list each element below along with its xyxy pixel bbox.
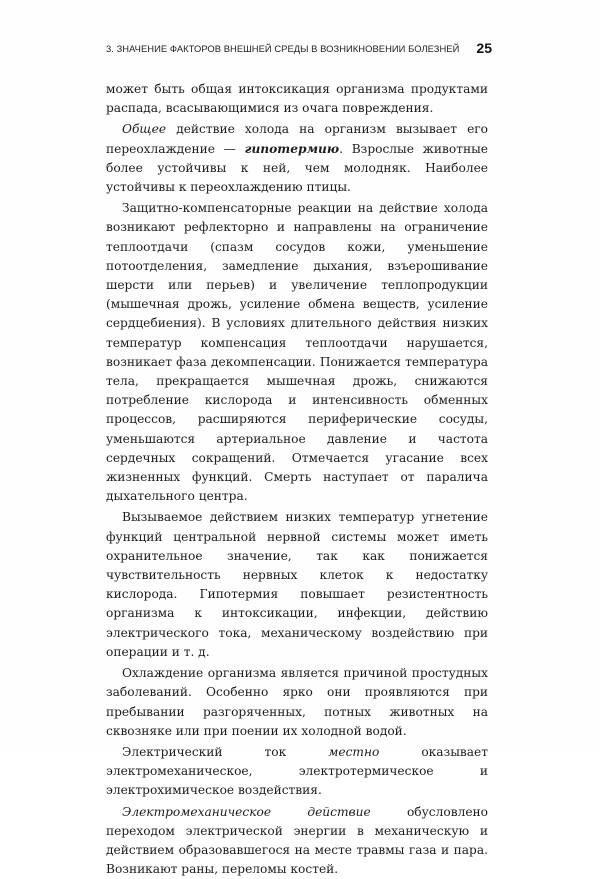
term-hypothermia: гипотермию — [244, 141, 340, 156]
paragraph-hypothermia — [106, 120, 488, 197]
paragraph-cns-depression: Вызываемое действием низких температур угнетение функций центральной нервной системы может иметь охранительное значение, так как понижается чувствительность нервных клеток к недостатку кислорода. Гипотермия повышает резистентность организма к интоксикации, инфекции, действию электрического тока, механическому воздействию при операции и т. д. — [106, 510, 488, 659]
paragraph-text: . Взрослые животные более устойчивы к ней, чем молодняк. Наиболее устойчивы к переохлаждению птицы. — [106, 141, 488, 195]
paragraph-electric-current — [106, 743, 488, 801]
italic-lead-term: Электромеханическое действие — [122, 804, 371, 819]
paragraph-intoxication: может быть общая интоксикация организма продуктами распада, всасывающимися из очага повреждения. — [106, 82, 488, 116]
paragraph-electromechanical — [106, 803, 488, 879]
paragraph-text: обусловлено переходом электрической энергии в механическую и действием образовавшегося на месте травмы газа и пара. Возникают раны, переломы костей. — [106, 804, 488, 877]
body-text — [106, 80, 488, 879]
paragraph-colds: Охлаждение организма является причиной простудных заболеваний. Особенно ярко они проявляются при пребывании разгоряченных, потных животных на сквозняке или при поении их холодной водой. — [106, 666, 488, 738]
paragraph-text: действие холода на организм вызывает его переохлаждение — — [106, 122, 488, 156]
italic-word-locally: местно — [328, 744, 380, 759]
paragraph-text: Электрический ток — [122, 744, 329, 759]
running-head — [106, 40, 492, 60]
page-number: 25 — [476, 40, 492, 56]
paragraph-compensatory-reactions: Защитно-компенсаторные реакции на действие холода возникают рефлекторно и направлены на ограничение теплоотдачи (спазм сосудов кожи, уменьшение потоотделения, замедление дыхания, взъерошивание шерсти или перьев) и увеличение теплопродукции (мышечная дрожь, усиление обмена веществ, усиление сердцебиения). В условиях длительного действия низких температур компенсация теплоотдачи нарушается, возникает фаза декомпенсации. Понижается температура тела, прекращается мышечная дрожь, снижаются потребление кислорода и интенсивность обменных процессов, расширяются периферические сосуды, уменьшаются артериальное давление и частота сердечных сокращений. Отмечается угасание всех жизненных функций. Смерть наступает от паралича дыхательного центра. — [106, 201, 488, 504]
italic-lead-word: Общее — [122, 122, 167, 137]
paragraph-text: оказывает электромеханическое, электротермическое и электрохимическое воздействия. — [106, 744, 488, 798]
chapter-title: 3. ЗНАЧЕНИЕ ФАКТОРОВ ВНЕШНЕЙ СРЕДЫ В ВОЗНИКНОВЕНИИ БОЛЕЗНЕЙ — [106, 43, 460, 54]
